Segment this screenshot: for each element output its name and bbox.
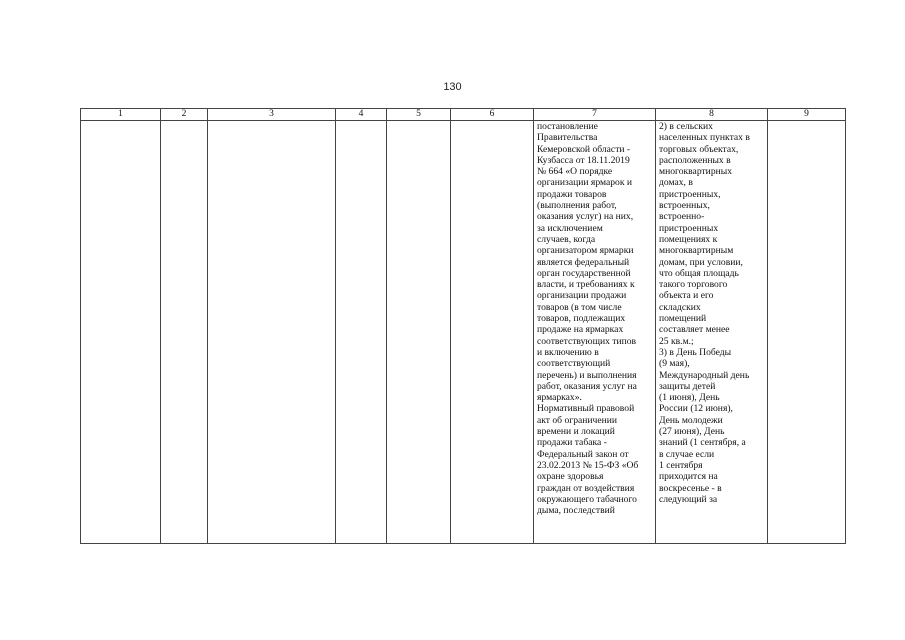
column-header: 8 bbox=[656, 109, 768, 121]
regulation-text-cell bbox=[534, 121, 656, 544]
table-row bbox=[81, 121, 846, 544]
column-header: 4 bbox=[336, 109, 387, 121]
table-cell-5 bbox=[387, 121, 451, 544]
column-header: 9 bbox=[768, 109, 846, 121]
table-cell-1 bbox=[81, 121, 161, 544]
column-header: 7 bbox=[534, 109, 656, 121]
restriction-text-cell bbox=[656, 121, 768, 544]
table-cell-4 bbox=[336, 121, 387, 544]
table-cell-6 bbox=[451, 121, 534, 544]
restriction-text: 2) в сельских населенных пунктах в торговых объектах, расположенных в многоквартирных домах, в пристроенных, встроенных, встроенно- пристроенных помещениях к многоквартирным домам, при условии, что общая площадь такого торгового объекта и его складских помещений составляет менее 25 кв.м.; 3) в День Победы (9 мая), Международный день защиты детей (1 июня), День России (12 июня), День молодежи (27 июня), День знаний (1 сентября, а в случае если 1 сентября приходится на воскресенье - в следующий за bbox=[659, 121, 750, 505]
table-cell-2 bbox=[161, 121, 208, 544]
document-table bbox=[80, 108, 846, 544]
column-header: 1 bbox=[81, 109, 161, 121]
table-cell-9 bbox=[768, 121, 846, 544]
column-header: 5 bbox=[387, 109, 451, 121]
table-cell-3 bbox=[208, 121, 336, 544]
column-header: 6 bbox=[451, 109, 534, 121]
column-header: 2 bbox=[161, 109, 208, 121]
page-number: 130 bbox=[443, 81, 462, 93]
column-number-row bbox=[81, 109, 846, 121]
regulation-text: постановление Правительства Кемеровской области - Кузбасса от 18.11.2019 № 664 «О порядке организации ярмарок и продажи товаров (выполнения работ, оказания услуг) на них, за исключением случаев, когда организатором ярмарки является федеральный орган государственной власти, и требованиях к организации продажи товаров (в том числе товаров, подлежащих продаже на ярмарках соответствующих типов и включению в соответствующий перечень) и выполнения работ, оказания услуг на ярмарках». Нормативный правовой акт об ограничении времени и локаций продажи табака - Федеральный закон от 23.02.2013 № 15-ФЗ «Об охране здоровья граждан от воздействия окружающего табачного дыма, последствий bbox=[537, 121, 639, 517]
column-header: 3 bbox=[208, 109, 336, 121]
